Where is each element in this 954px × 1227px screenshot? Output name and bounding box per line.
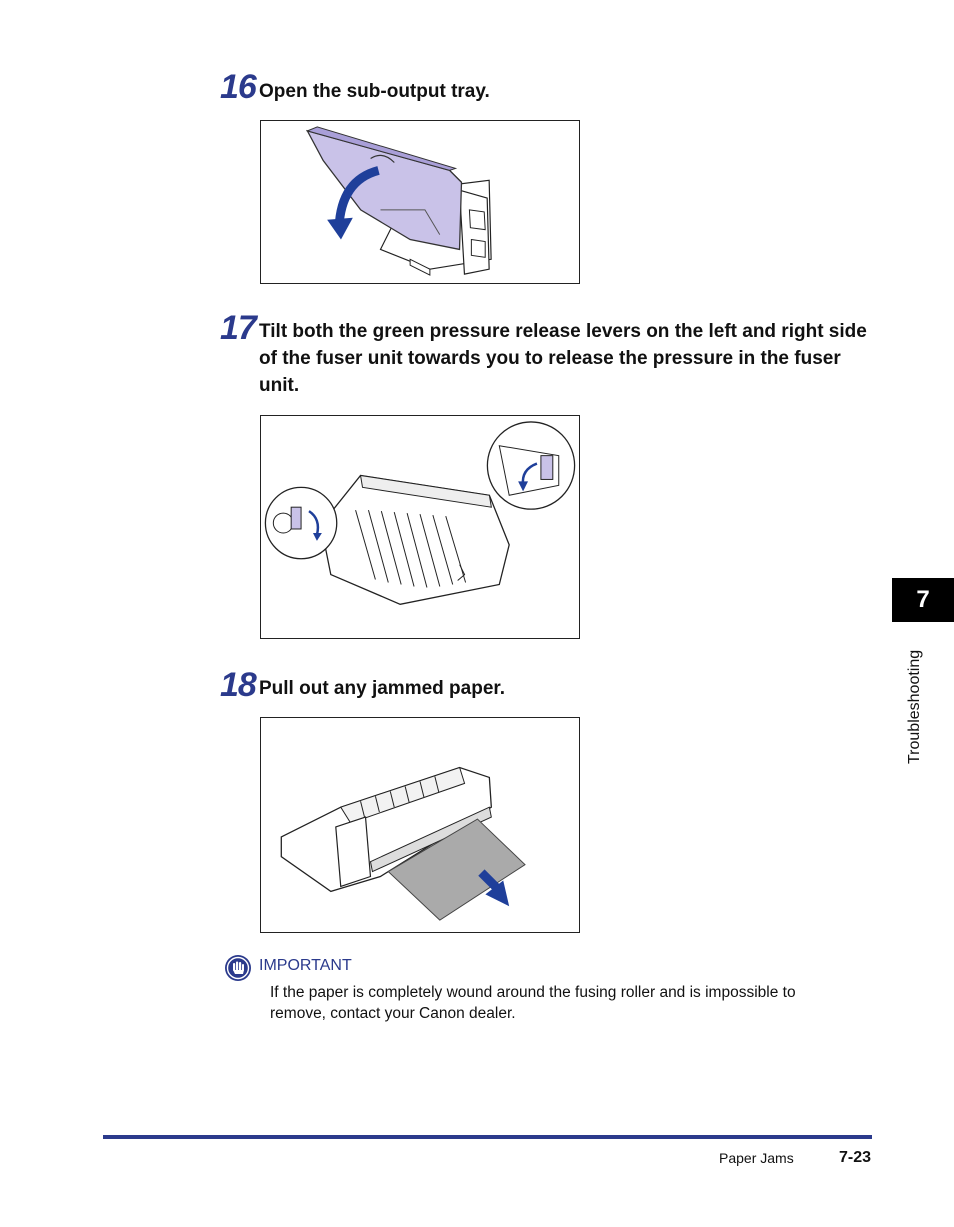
chapter-title-vertical: Troubleshooting xyxy=(906,649,923,764)
footer-divider xyxy=(103,1135,872,1139)
important-note-text: If the paper is completely wound around the fusing roller and is impossible to remove, contact your Canon dealer. xyxy=(270,984,796,1022)
figure-pull-jammed-paper xyxy=(260,717,580,933)
step-number-17: 17 xyxy=(220,309,256,347)
pull-paper-illustration xyxy=(261,718,579,932)
step-instruction-18: Pull out any jammed paper. xyxy=(259,678,506,699)
step-instruction-17: Tilt both the green pressure release levers on the left and right side of the fuser unit towards you to release the pressure in the fuser unit. xyxy=(259,321,867,396)
fuser-unit-levers-illustration xyxy=(261,416,579,638)
footer-section-title: Paper Jams xyxy=(719,1150,794,1166)
important-label: IMPORTANT xyxy=(259,957,352,974)
sub-output-tray-illustration xyxy=(261,121,579,283)
figure-pressure-release-levers xyxy=(260,415,580,639)
page-number: 7-23 xyxy=(839,1149,872,1166)
step-instruction-16: Open the sub-output tray. xyxy=(259,81,490,102)
step-number-16: 16 xyxy=(220,68,256,106)
figure-open-sub-output-tray xyxy=(260,120,580,284)
chapter-number-tab: 7 xyxy=(892,578,954,622)
step-number-18: 18 xyxy=(220,666,256,704)
hand-stop-icon xyxy=(225,955,251,981)
